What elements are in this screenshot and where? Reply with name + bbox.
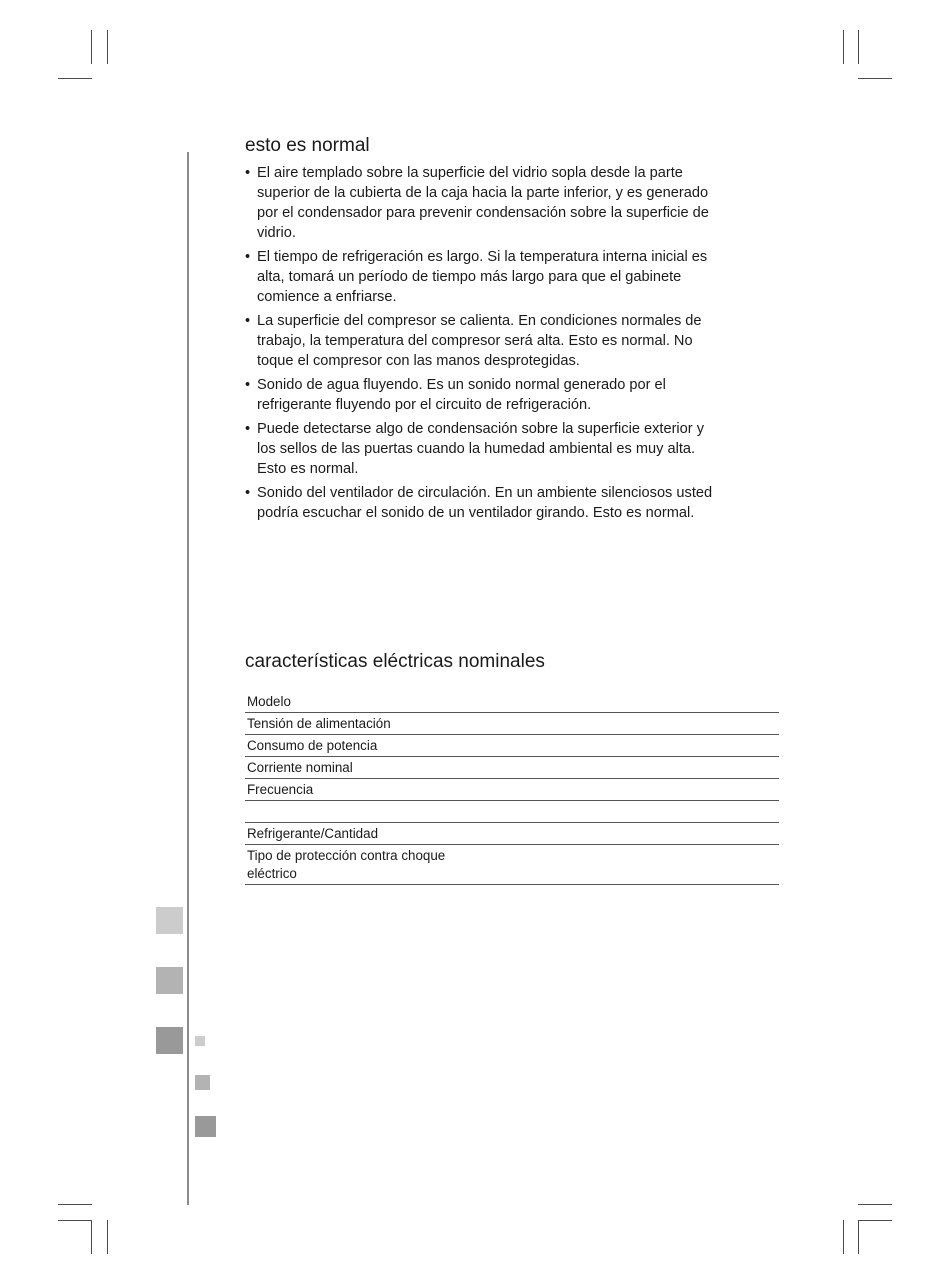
margin-rule xyxy=(187,152,189,1205)
list-item xyxy=(245,311,725,371)
section-title-normal: esto es normal xyxy=(245,135,370,156)
row-label: Tensión de alimentación xyxy=(245,713,488,735)
table-row xyxy=(245,713,779,735)
row-value xyxy=(488,823,779,845)
list-item xyxy=(245,375,725,415)
crop-mark xyxy=(58,1220,92,1221)
decorative-square xyxy=(156,907,183,934)
crop-mark xyxy=(91,30,92,64)
list-item xyxy=(245,247,725,307)
row-value xyxy=(488,691,779,713)
row-label: Tipo de protección contra choque eléctrico xyxy=(245,845,488,885)
list-item-text: El aire templado sobre la superficie del vidrio sopla desde la parte superior de la cubierta de la caja hacia la parte inferior, y es generado por el condensador para prevenir condensación sobre la superficie de vidrio. xyxy=(257,165,709,241)
list-item xyxy=(245,483,725,523)
section-title-electrical: características eléctricas nominales xyxy=(245,651,545,672)
crop-mark xyxy=(858,1204,892,1205)
crop-mark xyxy=(58,78,92,79)
row-value xyxy=(488,801,779,823)
table-row xyxy=(245,691,779,713)
decorative-square xyxy=(156,1027,183,1054)
crop-mark xyxy=(858,1220,859,1254)
list-item-text: Puede detectarse algo de condensación sobre la superficie exterior y los sellos de las puertas cuando la humedad ambiental es muy alta. Esto es normal. xyxy=(257,421,705,477)
crop-mark xyxy=(858,78,892,79)
bullet-icon: • xyxy=(245,313,251,329)
row-label: Corriente nominal xyxy=(245,757,488,779)
table-row xyxy=(245,801,779,823)
row-value xyxy=(488,713,779,735)
row-label: Modelo xyxy=(245,691,488,713)
crop-mark xyxy=(107,1220,108,1254)
list-item-text: Sonido del ventilador de circulación. En un ambiente silenciosos usted podría escuchar el sonido de un ventilador girando. Esto es normal. xyxy=(257,485,713,521)
list-item xyxy=(245,419,725,479)
crop-mark xyxy=(858,30,859,64)
row-value xyxy=(488,845,779,885)
list-item-text: El tiempo de refrigeración es largo. Si la temperatura interna inicial es alta, tomará un período de tiempo más largo para que el gabinete comience a enfriarse. xyxy=(257,249,708,305)
electrical-specs-table xyxy=(245,691,779,885)
bullet-icon: • xyxy=(245,249,251,265)
table-row xyxy=(245,823,779,845)
row-label: Refrigerante/Cantidad xyxy=(245,823,488,845)
table-row xyxy=(245,735,779,757)
crop-mark xyxy=(91,1220,92,1254)
list-item-text: Sonido de agua fluyendo. Es un sonido normal generado por el refrigerante fluyendo por el circuito de refrigeración. xyxy=(257,377,666,413)
crop-mark xyxy=(843,1220,844,1254)
row-value xyxy=(488,779,779,801)
bullet-icon: • xyxy=(245,421,251,437)
crop-mark xyxy=(843,30,844,64)
bullet-icon: • xyxy=(245,377,251,393)
table-row xyxy=(245,757,779,779)
list-item-text: La superficie del compresor se calienta. En condiciones normales de trabajo, la temperatura del compresor será alta. Esto es normal. No toque el compresor con las manos desprotegidas. xyxy=(257,313,702,369)
bullet-icon: • xyxy=(245,165,251,181)
row-label xyxy=(245,801,488,823)
decorative-square xyxy=(195,1075,210,1090)
row-label: Consumo de potencia xyxy=(245,735,488,757)
row-value xyxy=(488,735,779,757)
bullet-icon: • xyxy=(245,485,251,501)
list-item xyxy=(245,163,725,243)
normal-behaviour-list xyxy=(245,163,725,527)
row-label: Frecuencia xyxy=(245,779,488,801)
table-row xyxy=(245,845,779,885)
row-value xyxy=(488,757,779,779)
crop-mark xyxy=(107,30,108,64)
decorative-square xyxy=(195,1116,216,1137)
decorative-square xyxy=(156,967,183,994)
crop-mark xyxy=(58,1204,92,1205)
crop-mark xyxy=(858,1220,892,1221)
decorative-square xyxy=(195,1036,205,1046)
table-row xyxy=(245,779,779,801)
